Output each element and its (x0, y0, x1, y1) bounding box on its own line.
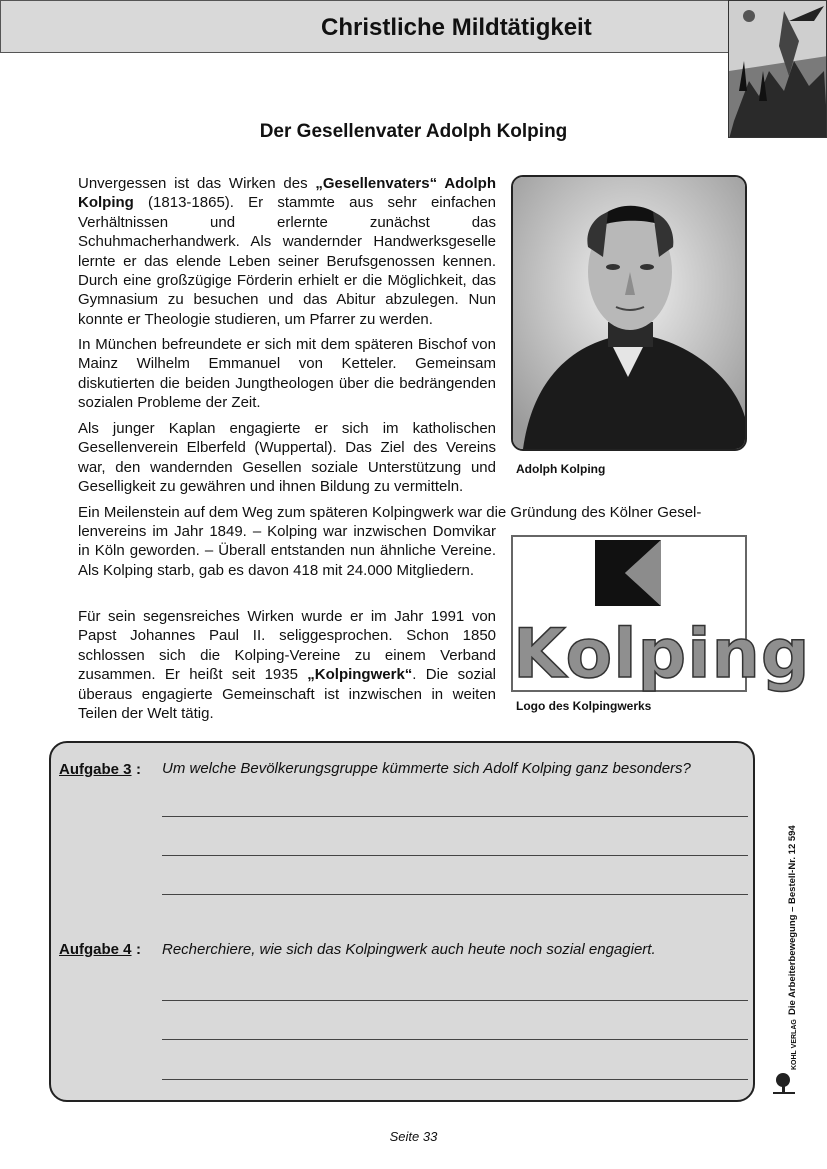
answer-line[interactable] (162, 1079, 748, 1080)
paragraph-4: lenvereins im Jahr 1849. – Kolping war inzwischen Domvikar in Köln geworden. – Überall entstanden nun ähnliche Vereine. Als Kolping starb, gab es davon 418 mit 24.000 Mitgliedern. (78, 523, 496, 579)
task-3-label: Aufgabe 3 (59, 761, 132, 778)
header-bar (0, 0, 729, 53)
task-3-colon: : (136, 761, 141, 778)
side-series-info: Die Arbeiterbewegung – Bestell-Nr. 12 594 (787, 825, 798, 1015)
publisher-logo (771, 1020, 801, 1095)
paragraph-2: In München befreundete er sich mit dem späteren Bischof von Mainz Wilhelm Emmanuel von Ketteler. Gemeinsam diskutierten die beiden Jungtheologen über die bedrängenden sozialen Probleme der Zeit. (78, 336, 496, 412)
paragraph-1 (78, 174, 496, 329)
paragraph-5 (78, 607, 496, 723)
paragraph-3: Als junger Kaplan engagierte er sich im katholischen Gesellenverein Elberfeld (Wuppertal). Das Ziel des Vereins war, den wandernden Gesellen soziale Unterstützung und Geselligkeit zu gewähren und ihnen Bildung zu vermitteln. (78, 420, 496, 496)
page-number: Seite 33 (389, 1129, 438, 1144)
paragraph-1-intro: Unvergessen ist das Wirken des (78, 175, 316, 192)
worksheet-title: Christliche Mildtätigkeit (321, 14, 592, 41)
publisher-name: KOHL VERLAG (791, 1019, 798, 1070)
answer-line[interactable] (162, 1000, 748, 1001)
paragraph-5-intro: Für sein segensreiches Wirken wurde er im Jahr 1991 von Papst Johannes Paul II. seliggesprochen. Schon 1850 schlossen sich die Kolping-Vereine zu einem Verband zusammen. Er heißt seit 1935 (78, 608, 496, 684)
paragraph-1-body: (1813-1865). Er stammte aus sehr einfachen Verhältnissen und erlernte zunächst das Schuhmacherhandwerk. Als wandernder Handwerksgeselle lernte er das elende Leben seiner Berufsgenossen kennen. Durch eine großzügige Förderin erhielt er die Möglichkeit, das Gymnasium zu besuchen und das Abitur abzulegen. Nun konnte er Theologie studieren, um Pfarrer zu werden. (78, 194, 496, 328)
kolping-portrait (511, 175, 747, 451)
portrait-caption: Adolph Kolping (516, 462, 606, 476)
kolping-logo (511, 535, 811, 694)
paragraph-4-first-line: Ein Meilenstein auf dem Weg zum späteren Kolpingwerk war die Gründung des Kölner Gesel- (78, 504, 702, 521)
header-illustration (728, 0, 827, 138)
paragraph-5-bold: „Kolpingwerk“ (307, 666, 413, 684)
task-4-label: Aufgabe 4 (59, 941, 132, 958)
kolping-wordmark: Kolping (513, 615, 811, 694)
paragraph-1-bold: „Gesellenvaters“ Adolph Kolping (78, 175, 496, 212)
paragraph-5-body: . Die sozial überaus engagierte Gemeinschaft ist inzwischen in weiten Teilen der Welt tätig. (78, 666, 496, 723)
answer-line[interactable] (162, 855, 748, 856)
answer-line[interactable] (162, 816, 748, 817)
task-3-question: Um welche Bevölkerungsgruppe kümmerte sich Adolf Kolping ganz besonders? (162, 760, 691, 777)
kolping-k-mark (595, 540, 661, 606)
logo-caption: Logo des Kolpingwerks (516, 699, 652, 713)
page-title: Der Gesellenvater Adolph Kolping (259, 121, 568, 142)
task-4-colon: : (136, 941, 141, 958)
answer-line[interactable] (162, 894, 748, 895)
answer-line[interactable] (162, 1039, 748, 1040)
task-box (49, 741, 755, 1102)
task-4-question: Recherchiere, wie sich das Kolpingwerk auch heute noch sozial engagiert. (162, 941, 656, 958)
